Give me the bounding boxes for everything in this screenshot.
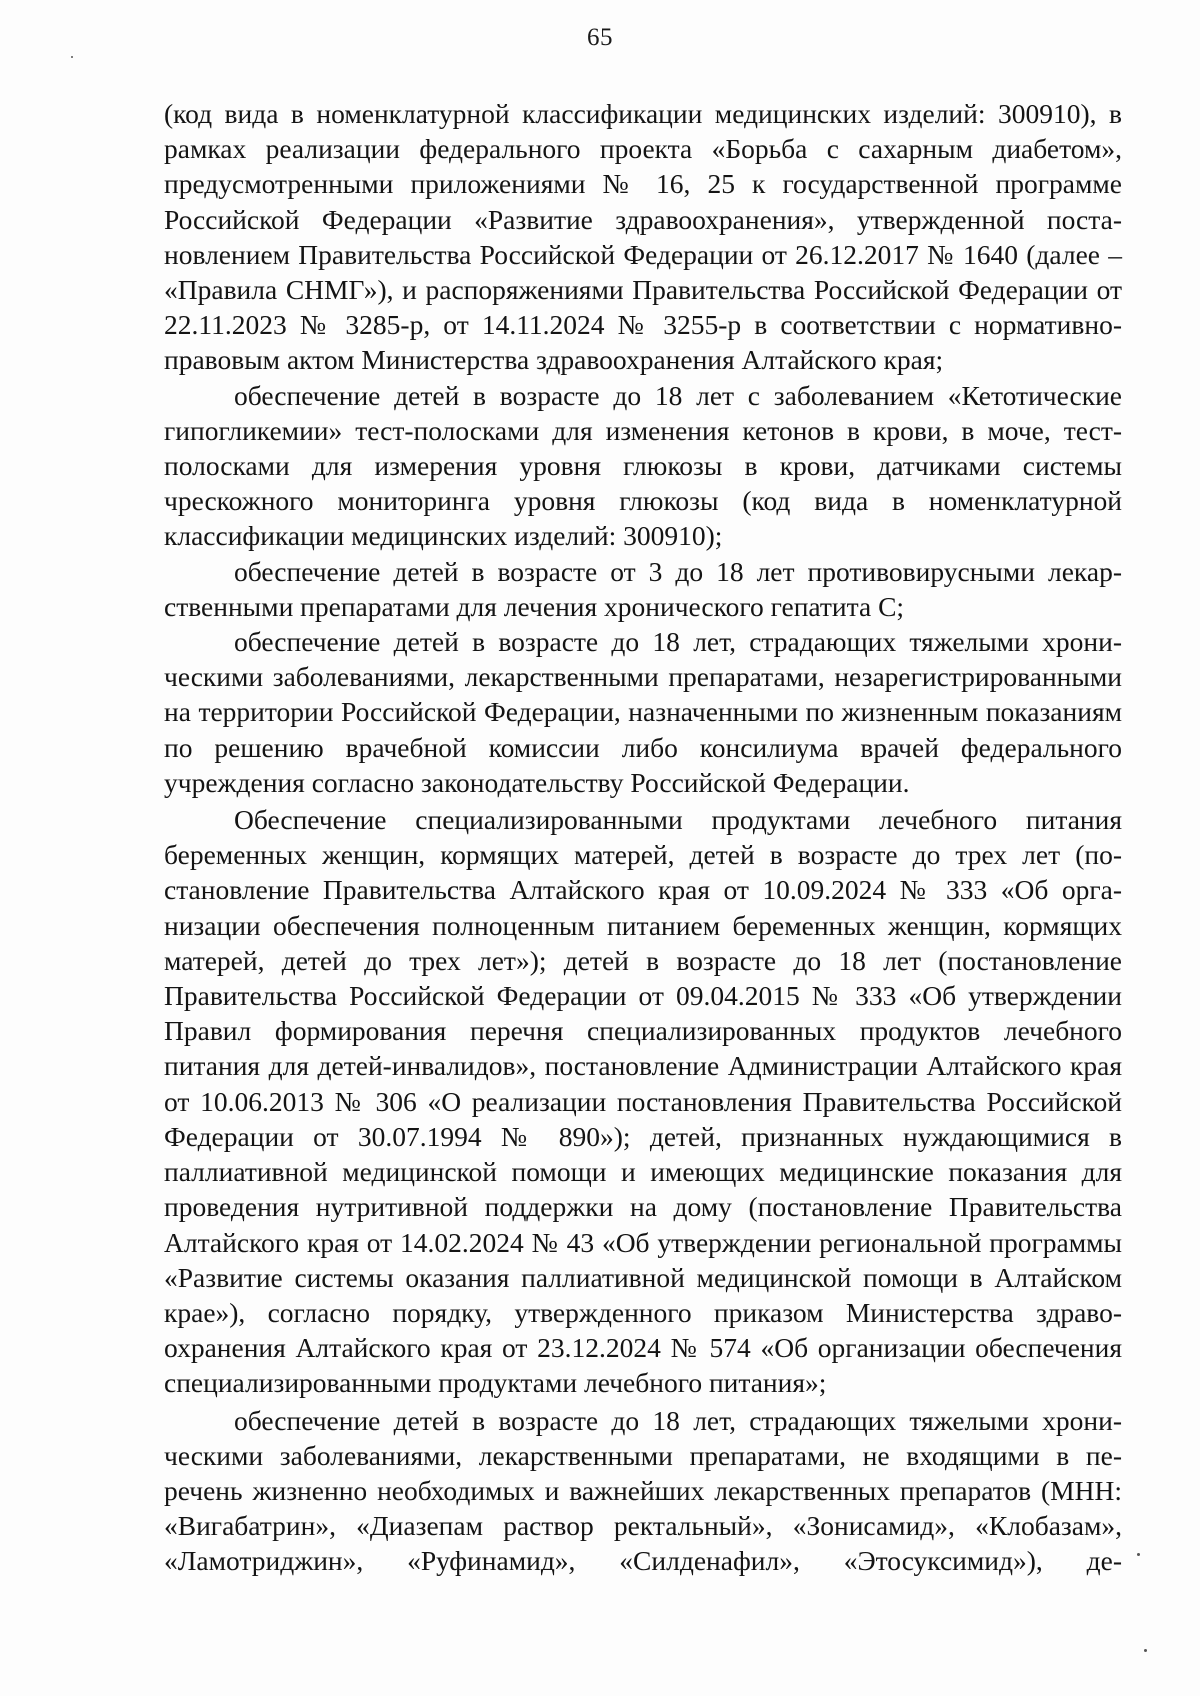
- paragraph-3: обеспечение детей в возрасте от 3 до 18 лет противовирусными лекарственными препаратами для лечения хронического гепатита С;: [164, 555, 1122, 622]
- document-body: [164, 96, 1122, 1579]
- scan-speck: [1144, 1649, 1147, 1652]
- scan-speck: [1137, 1553, 1140, 1556]
- paragraph-6: обеспечение детей в возрасте до 18 лет, страдающих тяжелыми хроническими заболеваниями, лекарственными препаратами, не входящими в перечень жизненно необходимых и важнейших лекарственных препаратов (МНН: «Вигабатрин», «Диазепам раствор ректальный», «Зонисамид», «Клобазам», «Ламотриджин», «Руфинамид», «Силденафил», «Этосуксимид»), де-: [164, 1404, 1122, 1577]
- paragraph-1: (код вида в номенклатурной классификации медицинских изделий: 300910), в рамках реализации федерального проекта «Борьба с сахарным диабетом», предусмотренными приложениями № 16, 25 к государственной программе Российской Федерации «Развитие здравоохранения», утвержденной постановлением Правительства Российской Федерации от 26.12.2017 № 1640 (далее – «Правила СНМГ»), и распоряжениями Правительства Российской Федерации от 22.11.2023 № 3285-р, от 14.11.2024 № 3255-р в соответствии с нормативно-правовым актом Министерства здравоохранения Алтайского края;: [164, 98, 1122, 376]
- page-number: 65: [587, 24, 613, 51]
- scan-speck: [71, 56, 73, 58]
- paragraph-4: обеспечение детей в возрасте до 18 лет, страдающих тяжелыми хроническими заболеваниями, лекарственными препаратами, незарегистрированными на территории Российской Федерации, назначенными по жизненным показаниям по решению врачебной комиссии либо консилиума врачей федерального учреждения согласно законодательству Российской Федерации.: [164, 626, 1122, 798]
- paragraph-5: Обеспечение специализированными продуктами лечебного питания беременных женщин, кормящих матерей, детей в возрасте до трех лет (постановление Правительства Алтайского края от 10.09.2024 № 333 «Об организации обеспечения полноценным питанием беременных женщин, кормящих матерей, детей до трех лет»); детей в возрасте до 18 лет (постановление Правительства Российской Федерации от 09.04.2015 № 333 «Об утверждении Правил формирования перечня специализированных продуктов лечебного питания для детей-инвалидов», постановление Администрации Алтайского края от 10.06.2013 № 306 «О реализации постановления Правительства Российской Федерации от 30.07.1994 № 890»); детей, признанных нуждающимися в паллиативной медицинской помощи и имеющих медицинские показания для проведения нутритивной поддержки на дому (постановление Правительства Алтайского края от 14.02.2024 № 43 «Об утверждении региональной программы «Развитие системы оказания паллиативной медицинской помощи в Алтайском крае»), согласно порядку, утвержденного приказом Министерства здравоохранения Алтайского края от 23.12.2024 № 574 «Об организации обеспечения специализированными продуктами лечебного питания»;: [164, 804, 1122, 1399]
- paragraph-2: обеспечение детей в возрасте до 18 лет с заболеванием «Кетотические гипогликемии» тест-полосками для изменения кетонов в крови, в моче, тест-полосками для измерения уровня глюкозы в крови, датчиками системы чрескожного мониторинга уровня глюкозы (код вида в номенклатурной классификации медицинских изделий: 300910);: [164, 379, 1122, 552]
